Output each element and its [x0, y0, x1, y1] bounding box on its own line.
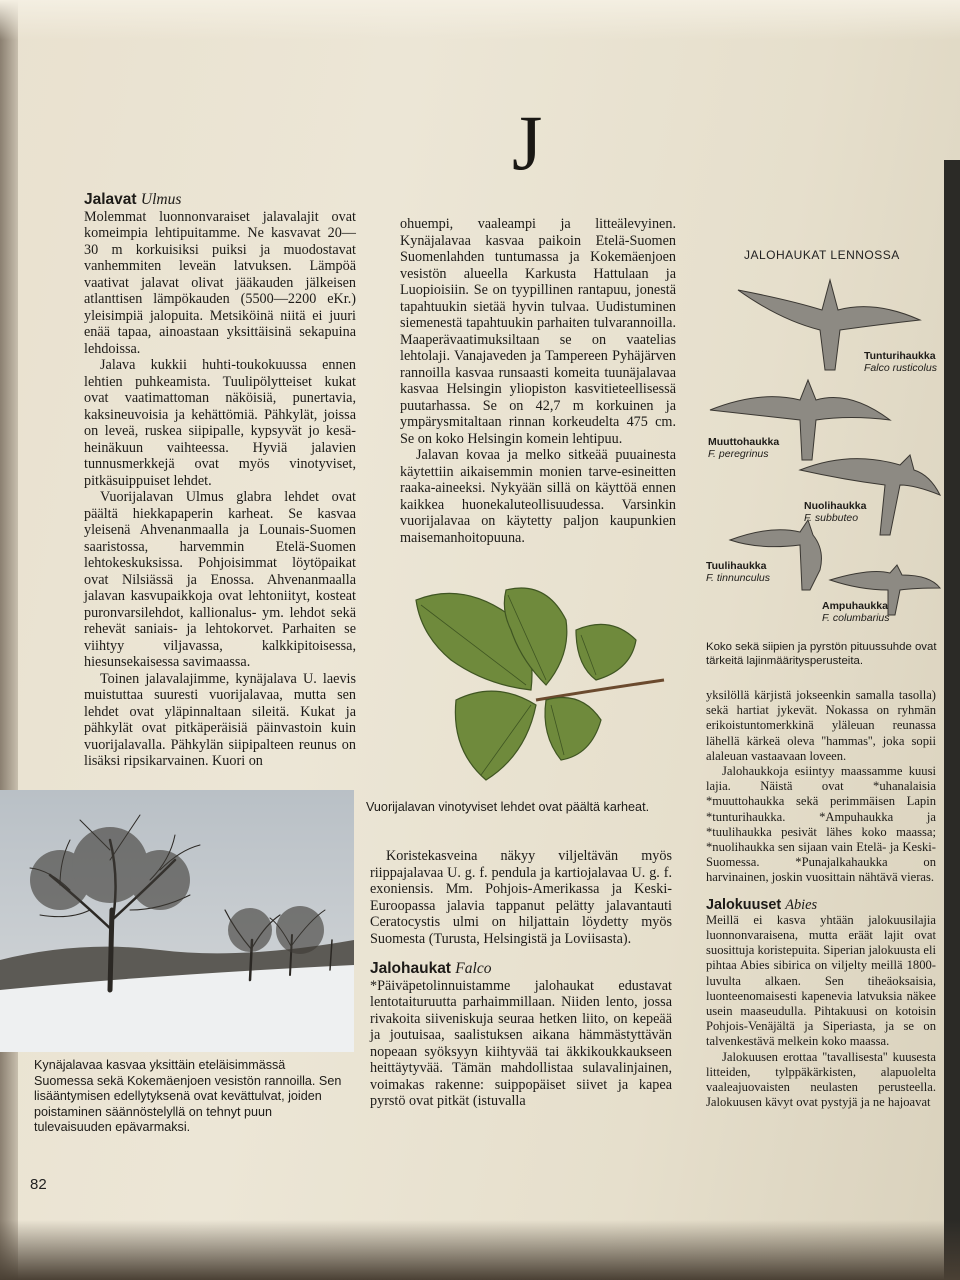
paragraph: Jalohaukkoja esiintyy maassamme kuusi lajia. Näistä ovat *uhanalaisia *muuttohaukka sekä perimmäisen Lapin *tunturihaukka. *Ampuhaukka ja *tuulihaukka pesivät lähes koko maassa; *nuolihaukka sen sijaan vain Etelä- ja Keski-Suomessa. *Punajalkahaukka on harvinainen, joskin vuosittain nähtävä vieras.: [706, 764, 936, 885]
paragraph: Vuorijalavan Ulmus glabra lehdet ovat päältä hiekkapaperin karheat. Se kasvaa yleisenä Ahvenanmaalla ja Lounais-Suomen saaristossa, harvemmin Etelä-Suomen lehtokeskuksissa. Pohjoisimmat löytöpaikat ovat Nilsiässä ja Enossa. Ahvenanmaalla jalavan kasvupaikkoja ovat lehtoniityt, kosteat puronvarsilehdot, kallionalus- ym. lehdot sekä rehevät saniais- ja lehtokorvet. Parhaiten se viihtyy viljavassa, kalkkipitoisessa, hiesunsekaisessa savimaassa.: [84, 489, 356, 670]
entry-heading-jalavat: [84, 192, 356, 209]
page-top-edge: [0, 0, 960, 40]
paragraph: Jalavan kovaa ja melko sitkeää puuainesta käytettiin aikaisemmin monien tarve-esineitten raaka-aineeksi. Nykyään sillä on käyttöä ennen kaikkea huonekaluteollisuudessa. Varsinkin vuorijalavaa on käytetty paljon kaupunkien maisemanhoitopuuna.: [400, 447, 676, 546]
section-letter: J: [512, 99, 543, 186]
bird-name: Nuolihaukka: [804, 500, 867, 512]
heading-text: Jalavat: [84, 191, 137, 208]
bird-label-tunturihaukka: [864, 350, 937, 374]
bird-label-nuolihaukka: [804, 500, 866, 524]
heading-text: Jalohaukat: [370, 960, 451, 977]
entry-heading-jalokuuset: [706, 898, 936, 913]
figure-caption: Koko sekä siipien ja pyrstön pituussuhde ovat tärkeitä lajinmääritysperusteita.: [706, 641, 937, 667]
bird-latin: F. subbuteo: [804, 512, 859, 524]
elm-leaf-illustration: [396, 580, 676, 790]
entry-heading-jalohaukat: [370, 961, 672, 978]
bird-label-ampuhaukka: [822, 600, 890, 624]
figure-title: JALOHAUKAT LENNOSSA: [744, 248, 900, 262]
bird-name: Tunturihaukka: [864, 350, 936, 362]
paragraph: Koristekasveina näkyy viljeltävän myös riippajalavaa U. g. f. pendula ja kartiojalavaa U. g. f. exoniensis. Mm. Pohjois-Amerikassa ja Keski-Euroopassa jalavia tappanut pelätty jalavantauti Ceratocystis ulmi on hiljattain löydetty myös Suomesta (Turusta, Helsingistä ja Loviisasta).: [370, 848, 672, 947]
paragraph: Jalokuusen erottaa ''tavallisesta'' kuusesta litteiden, tylppäkärkisten, alapuolelta vaaleajuovaisten neulasten perusteella. Jalokuusen kävyt ovat pystyjä ja ne hajoavat: [706, 1049, 936, 1110]
paragraph: Meillä ei kasva yhtään jalokuusilajia luonnonvaraisena, mutta eräät lajit ovat suosittuja koristepuita. Siperian jalokuusta eli pihtaa Abies sibirica on viljelty meillä 1800-luvulta alkaen. Sen tiheäoksaisia, luonteenomaisesti kapenevia latvuksia näkee usein maaseudulla. Pihtakuusi on kotoisin Pohjois-Venäjältä ja Siperiasta, ja se on talvenkestävä melkein koko maassa.: [706, 912, 936, 1049]
bird-latin: F. tinnunculus: [706, 572, 771, 584]
falcon-silhouettes: [700, 270, 944, 650]
paragraph: Jalava kukkii huhti-toukokuussa ennen lehtien puhkeamista. Tuulipölytteiset kukat ovat vaatimattoman näköisiä, punertavia, kaksineuvoisia ja kehättömiä. Pähkylät, joissa on leveä, ruskea siipipalle, kypsyvät jo kesä-heinäkuun vaihteessa. Hyviä jalavien tunnusmerkkejä ovat myös vinotyviset, pitkäsuippuiset lehdet.: [84, 357, 356, 489]
bird-latin: F. peregrinus: [708, 448, 769, 460]
page-number: 82: [30, 1176, 47, 1193]
paragraph: Molemmat luonnonvaraiset jalavalajit ovat komeimpia lehtipuitamme. Ne kasvavat 20—30 m korkuisiksi puiksi ja muodostavat vanhemmiten leveän latvuksen. Lämpöä vaativat jalavat olivat jääkauden jälkeisen atlanttisen lämpökauden (5500—2200 eKr.) yleisimpiä jalopuita. Metsiköinä niitä ei juuri enää tapaa, ainoastaan yksittäisinä sekapuina lehdoissa.: [84, 208, 356, 357]
bird-label-muuttohaukka: [708, 436, 779, 460]
paragraph: Toinen jalavalajimme, kynäjalava U. laevis muistuttaa suuresti vuorijalavaa, mutta sen lehdet ovat yläpinnaltaan sileitä. Kukat ja pähkylät ovat pitkäperäisiä päinvastoin kuin vuorijalavalla. Pähkylän siipipalteen reunus on lisäksi ripsikarvainen. Kuori on: [84, 670, 356, 769]
photo-caption: Kynäjalavaa kasvaa yksittäin eteläisimmässä Suomessa sekä Kokemäenjoen vesistön rannoilla. Sen lisääntymisen edellytyksenä ovat kevättulvat, joiden poistaminen säännöstelyllä on tehnyt puun tulevaisuuden epävarmaksi.: [34, 1058, 342, 1134]
column-1: [84, 192, 356, 770]
paragraph: ohuempi, vaaleampi ja litteälevyinen. Kynäjalavaa kasvaa paikoin Etelä-Suomen Suomenlahden tuntumassa ja Kokemäenjoen vesistön alueella Karkusta Hattulaan ja Luopioisiin. Se on tyypillinen rantapuu, jonestä tapahtuukin sietää hyvin tulvaa. Uudistuminen siemenestä tapahtuukin parhaiten tulvarannoilla. Maaperävaatimuksiltaan se on vaatelias lehtolaji. Vanajaveden ja Tampereen Pyhäjärven rannoilla kasvaa runsaasti komeita tuunäjalavaa kasvaa Helsingin yliopiston kasvitieteellisessä puutarhassa. Se on 42,7 m korkuinen ja ympärysmitaltaan rinnan korkeudelta 475 cm. Se on koko Helsingin komein lehtipuu.: [400, 216, 676, 447]
bird-name: Ampuhaukka: [822, 600, 888, 612]
leaf-caption: Vuorijalavan vinotyviset lehdet ovat päältä karheat.: [366, 800, 650, 814]
bird-latin: F. columbarius: [822, 612, 890, 624]
paragraph: yksilöllä kärjistä jokseenkin samalla tasolla) sekä hartiat jykevät. Nokassa on ryhmän erikoistuntomerkkinä yläleuan reunassa lähellä kärkeä oleva ''hammas'', joka sopii alaleuan vastaavaan loveen.: [706, 688, 936, 763]
bird-latin: Falco rusticolus: [864, 362, 937, 374]
winter-elm-photo: [0, 790, 354, 1052]
column-3: [706, 688, 936, 1110]
page-bottom-shadow: [0, 1220, 960, 1280]
column-2: [400, 216, 676, 546]
column-2-lower: [370, 848, 672, 1110]
paragraph: *Päiväpetolinnuistamme jalohaukat edustavat lentotaituruutta parhaimmillaan. Niiden lento, jossa rivakoita siiveniskuja seuraa hetken liito, on kepeää ja joutuisaa, saalistuksen aikana hämmästyttävän nopeaan syöksyyn kiihtyvää tai äkkikoukkaukseen heittäytyvää. Tämän mahdollistaa sulavalinjainen, voimakas rakenne: suippopäiset siivet ja kapea pyrstö ovat pitkät (istuvalla: [370, 977, 672, 1109]
book-spine-shadow: [0, 0, 18, 1280]
bird-name: Tuulihaukka: [706, 560, 767, 572]
heading-text: Jalokuuset: [706, 896, 782, 913]
bird-label-tuulihaukka: [706, 560, 770, 584]
heading-latin: Abies: [785, 896, 818, 913]
heading-latin: Falco: [455, 960, 492, 977]
next-page-edge: [944, 160, 960, 1280]
bird-name: Muuttohaukka: [708, 436, 780, 448]
heading-latin: Ulmus: [140, 191, 182, 208]
